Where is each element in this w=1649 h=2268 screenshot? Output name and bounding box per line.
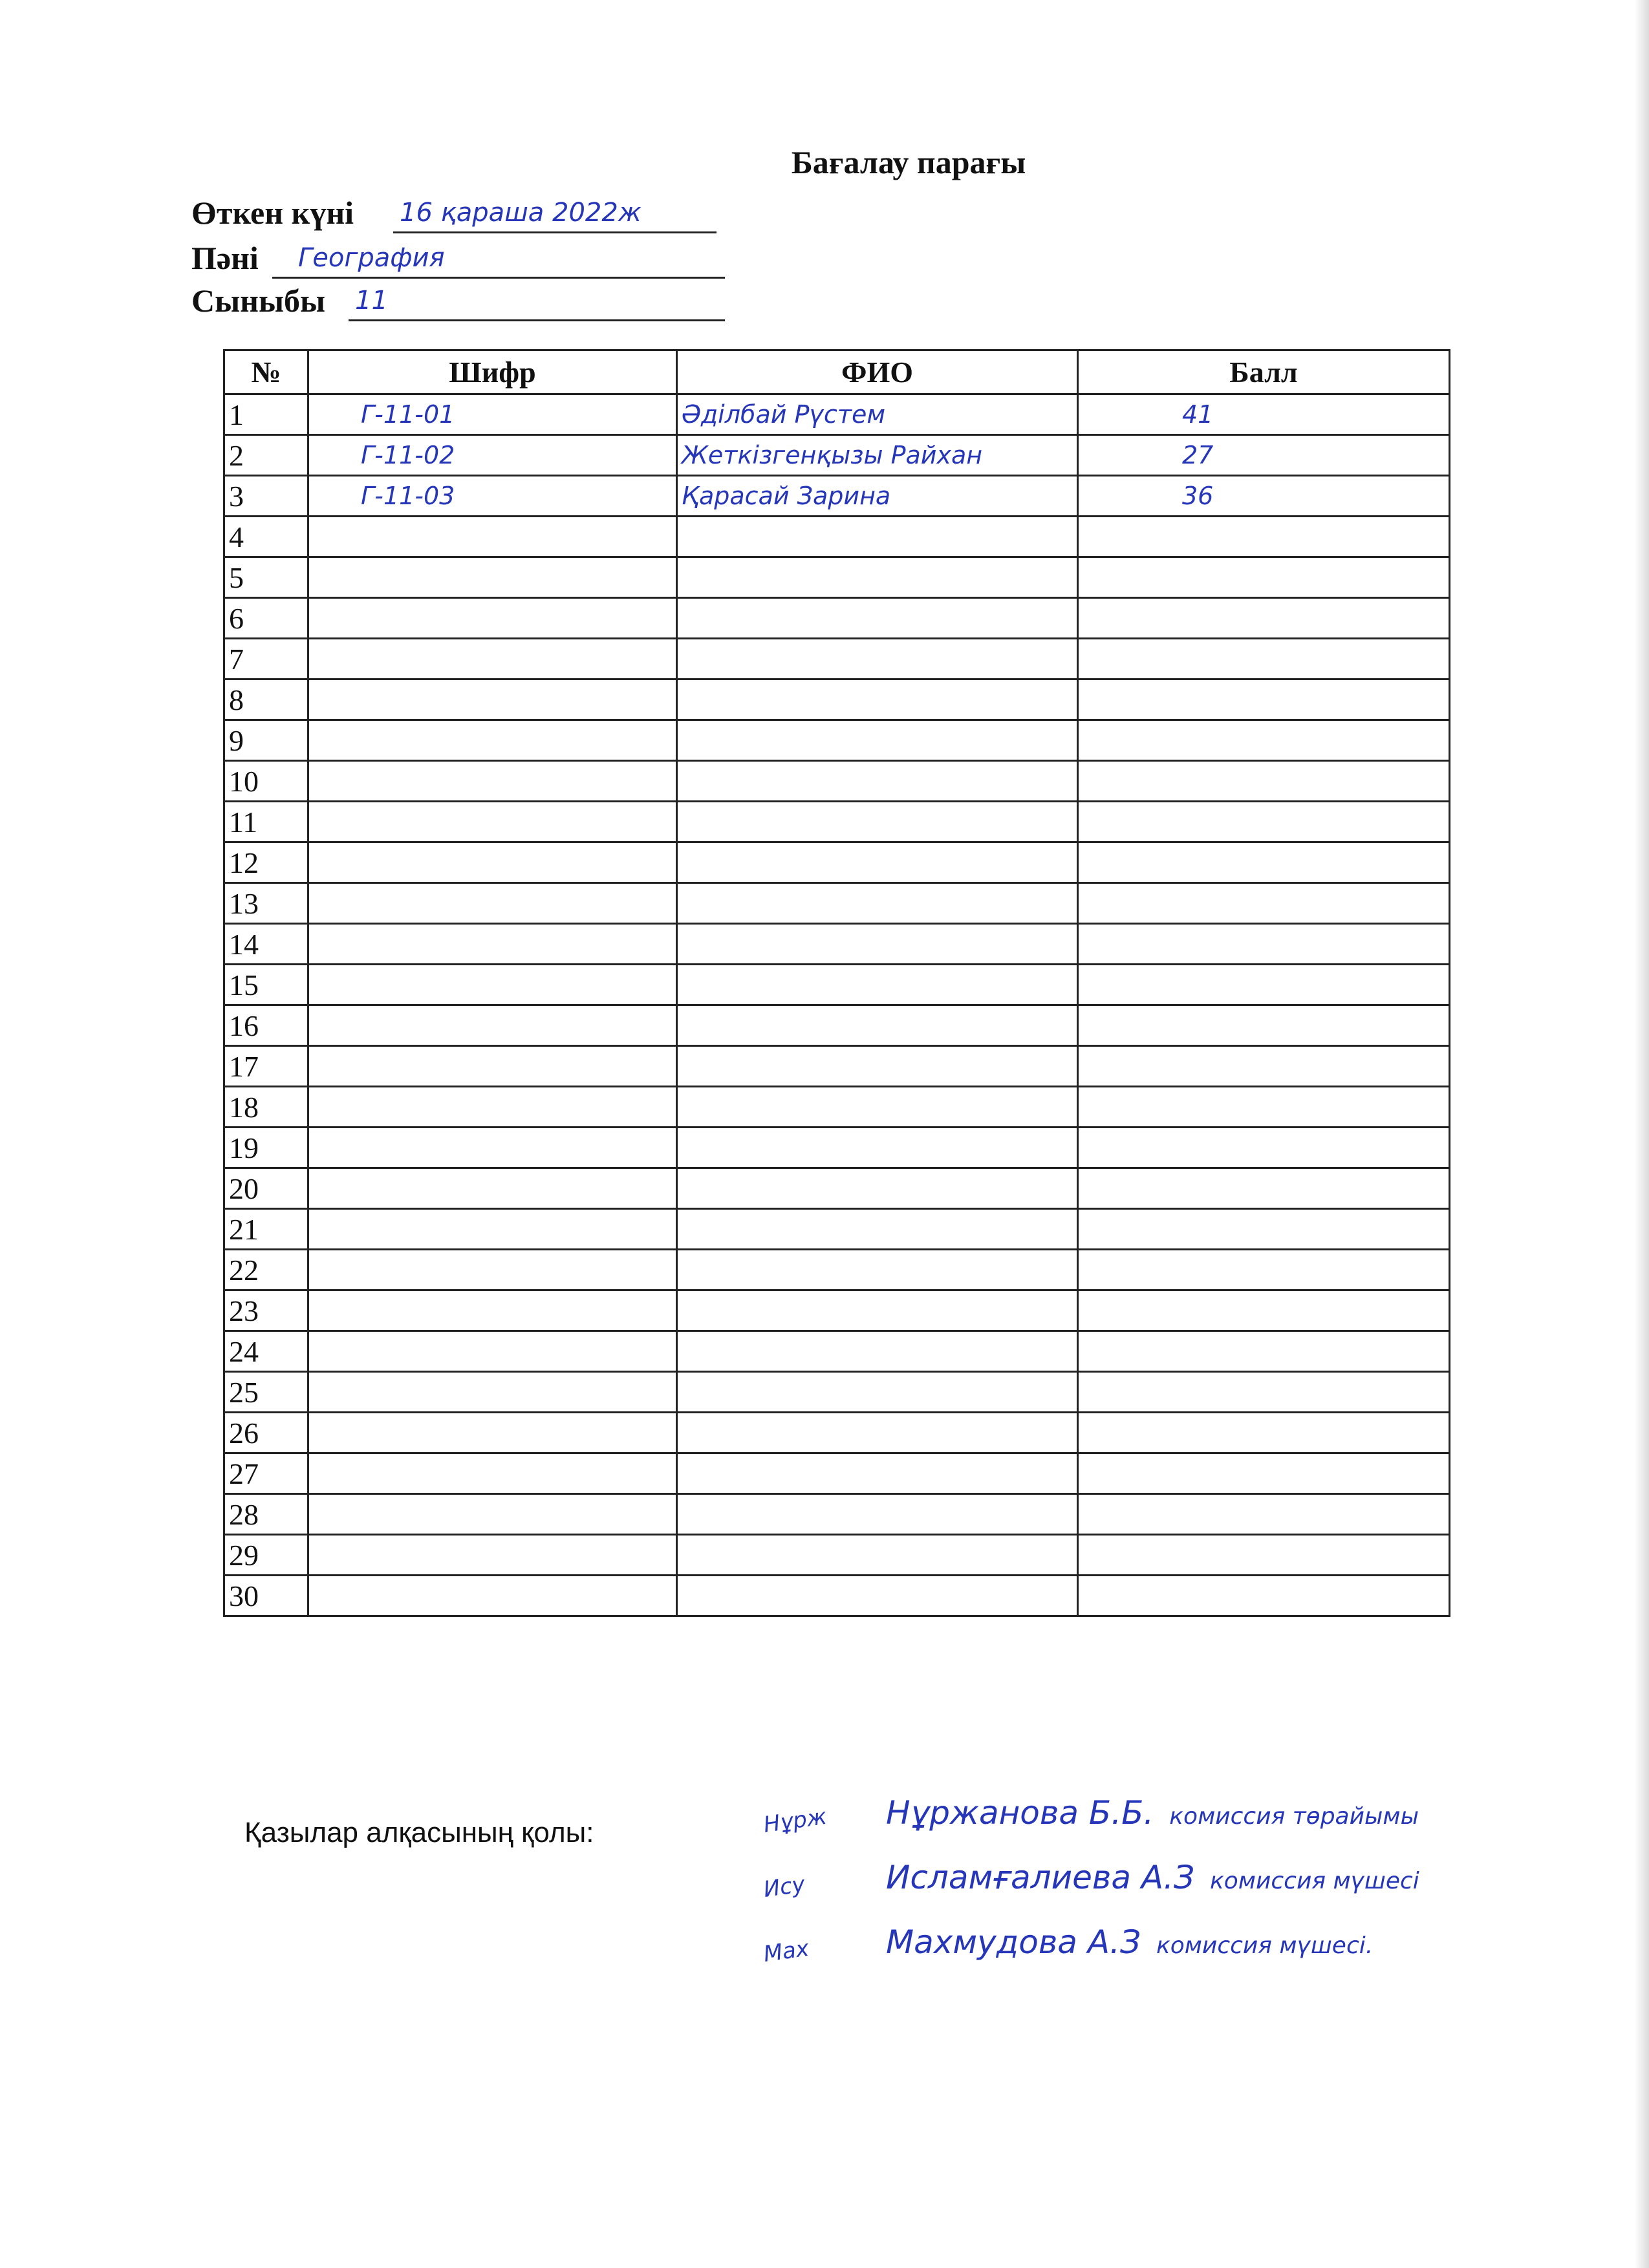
signature-name: Исламғалиева А.З xyxy=(886,1859,1195,1896)
row-cipher xyxy=(308,679,677,720)
table-row xyxy=(224,1576,1450,1616)
row-cipher xyxy=(308,761,677,802)
row-score xyxy=(1078,761,1450,802)
class-fill-line xyxy=(349,282,725,321)
row-cipher xyxy=(308,598,677,639)
row-score xyxy=(1078,883,1450,924)
row-score xyxy=(1078,1576,1450,1616)
row-score xyxy=(1078,1250,1450,1290)
table-row xyxy=(224,842,1450,883)
row-cipher xyxy=(308,924,677,965)
signature-line xyxy=(763,1794,1604,1859)
row-cipher xyxy=(308,1535,677,1576)
row-full-name xyxy=(677,924,1078,965)
table-header-row xyxy=(224,350,1450,394)
row-cipher xyxy=(308,965,677,1005)
row-score xyxy=(1078,720,1450,761)
row-number: 7 xyxy=(224,639,308,679)
row-full-name xyxy=(677,1005,1078,1046)
table-row xyxy=(224,1372,1450,1413)
subject-value: География xyxy=(298,243,445,273)
row-full-name xyxy=(677,1331,1078,1372)
subject-field xyxy=(191,239,445,277)
signature-scribble: Нұрж xyxy=(762,1803,828,1839)
row-score: 41 xyxy=(1078,394,1450,435)
row-full-name xyxy=(677,1494,1078,1535)
row-cipher xyxy=(308,1209,677,1250)
date-field xyxy=(191,194,641,231)
row-number: 30 xyxy=(224,1576,308,1616)
table-row xyxy=(224,1005,1450,1046)
row-number: 14 xyxy=(224,924,308,965)
table-row xyxy=(224,883,1450,924)
header-number: № xyxy=(224,350,308,394)
table-row xyxy=(224,476,1450,517)
row-score xyxy=(1078,1494,1450,1535)
table-row xyxy=(224,1494,1450,1535)
row-full-name xyxy=(677,720,1078,761)
table-row xyxy=(224,517,1450,557)
row-full-name xyxy=(677,1535,1078,1576)
row-cipher xyxy=(308,1413,677,1453)
table-row xyxy=(224,924,1450,965)
row-full-name xyxy=(677,761,1078,802)
row-full-name xyxy=(677,1250,1078,1290)
date-label: Өткен күні xyxy=(191,195,354,231)
row-number: 4 xyxy=(224,517,308,557)
page-title: Бағалау парағы xyxy=(791,144,1026,180)
table-row xyxy=(224,761,1450,802)
row-number: 2 xyxy=(224,435,308,476)
row-number: 25 xyxy=(224,1372,308,1413)
row-score xyxy=(1078,1453,1450,1494)
row-number: 5 xyxy=(224,557,308,598)
row-cipher xyxy=(308,802,677,842)
table-row xyxy=(224,1331,1450,1372)
table-row xyxy=(224,1290,1450,1331)
table-row xyxy=(224,1087,1450,1128)
row-cipher xyxy=(308,842,677,883)
table-body xyxy=(224,394,1450,1616)
row-score xyxy=(1078,1087,1450,1128)
row-number: 24 xyxy=(224,1331,308,1372)
header-cipher: Шифр xyxy=(308,350,677,394)
row-number: 22 xyxy=(224,1250,308,1290)
row-score xyxy=(1078,1290,1450,1331)
row-cipher xyxy=(308,1453,677,1494)
table-row xyxy=(224,1535,1450,1576)
page-edge-shadow xyxy=(1635,0,1649,2268)
table-row xyxy=(224,435,1450,476)
row-number: 15 xyxy=(224,965,308,1005)
row-cipher xyxy=(308,720,677,761)
table-row xyxy=(224,1453,1450,1494)
row-score xyxy=(1078,1168,1450,1209)
row-score: 27 xyxy=(1078,435,1450,476)
signature-role: комиссия төрайымы xyxy=(1169,1803,1419,1830)
row-cipher xyxy=(308,1128,677,1168)
row-cipher xyxy=(308,1331,677,1372)
header-full-name: ФИО xyxy=(677,350,1078,394)
row-score xyxy=(1078,598,1450,639)
signature-scribble: Ису xyxy=(762,1871,807,1903)
row-full-name: Жеткізгенқызы Райхан xyxy=(677,435,1078,476)
row-number: 13 xyxy=(224,883,308,924)
grading-table xyxy=(223,349,1450,1617)
row-score xyxy=(1078,679,1450,720)
row-number: 6 xyxy=(224,598,308,639)
row-cipher xyxy=(308,639,677,679)
row-number: 20 xyxy=(224,1168,308,1209)
row-cipher xyxy=(308,1372,677,1413)
row-score xyxy=(1078,802,1450,842)
row-full-name xyxy=(677,679,1078,720)
row-number: 12 xyxy=(224,842,308,883)
table-row xyxy=(224,965,1450,1005)
row-cipher xyxy=(308,1046,677,1087)
row-number: 23 xyxy=(224,1290,308,1331)
row-number: 26 xyxy=(224,1413,308,1453)
row-score xyxy=(1078,517,1450,557)
table-row xyxy=(224,1128,1450,1168)
row-number: 17 xyxy=(224,1046,308,1087)
row-full-name xyxy=(677,1046,1078,1087)
row-full-name xyxy=(677,1453,1078,1494)
signatures-label: Қазылар алқасының қолы: xyxy=(244,1817,594,1848)
row-full-name xyxy=(677,1128,1078,1168)
table-row xyxy=(224,802,1450,842)
row-score xyxy=(1078,1046,1450,1087)
row-number: 8 xyxy=(224,679,308,720)
row-cipher xyxy=(308,1087,677,1128)
signature-name: Махмудова А.З xyxy=(886,1923,1141,1961)
class-value: 11 xyxy=(355,286,388,316)
row-number: 21 xyxy=(224,1209,308,1250)
row-score xyxy=(1078,1372,1450,1413)
row-full-name xyxy=(677,598,1078,639)
table-row xyxy=(224,679,1450,720)
row-cipher xyxy=(308,1168,677,1209)
row-full-name xyxy=(677,517,1078,557)
row-cipher: Г-11-03 xyxy=(308,476,677,517)
table-row xyxy=(224,1209,1450,1250)
class-field xyxy=(191,282,388,319)
row-full-name: Әділбай Рүстем xyxy=(677,394,1078,435)
row-full-name xyxy=(677,1087,1078,1128)
row-number: 10 xyxy=(224,761,308,802)
signature-line xyxy=(763,1923,1604,1988)
row-number: 11 xyxy=(224,802,308,842)
row-cipher xyxy=(308,883,677,924)
table-row xyxy=(224,1413,1450,1453)
row-cipher xyxy=(308,557,677,598)
row-full-name xyxy=(677,1209,1078,1250)
row-number: 27 xyxy=(224,1453,308,1494)
signature-role: комиссия мүшесі xyxy=(1210,1868,1419,1894)
row-cipher xyxy=(308,1005,677,1046)
table-row xyxy=(224,557,1450,598)
row-score xyxy=(1078,1128,1450,1168)
signature-line xyxy=(763,1859,1604,1923)
row-full-name: Қарасай Зарина xyxy=(677,476,1078,517)
row-number: 9 xyxy=(224,720,308,761)
row-full-name xyxy=(677,1168,1078,1209)
row-full-name xyxy=(677,1372,1078,1413)
row-cipher xyxy=(308,1576,677,1616)
table-row xyxy=(224,639,1450,679)
signature-role: комиссия мүшесі. xyxy=(1156,1932,1374,1959)
header-score: Балл xyxy=(1078,350,1450,394)
row-cipher xyxy=(308,1250,677,1290)
row-score xyxy=(1078,639,1450,679)
signature-block xyxy=(763,1794,1604,1988)
row-number: 1 xyxy=(224,394,308,435)
date-fill-line xyxy=(393,194,717,233)
row-score xyxy=(1078,1413,1450,1453)
row-score xyxy=(1078,965,1450,1005)
subject-label: Пәні xyxy=(191,240,259,276)
row-score xyxy=(1078,1331,1450,1372)
row-number: 18 xyxy=(224,1087,308,1128)
table-row xyxy=(224,394,1450,435)
table-row xyxy=(224,1046,1450,1087)
row-full-name xyxy=(677,557,1078,598)
row-score xyxy=(1078,1005,1450,1046)
row-full-name xyxy=(677,1576,1078,1616)
row-cipher: Г-11-01 xyxy=(308,394,677,435)
row-score xyxy=(1078,842,1450,883)
row-score xyxy=(1078,557,1450,598)
table-row xyxy=(224,720,1450,761)
row-number: 19 xyxy=(224,1128,308,1168)
table-row xyxy=(224,598,1450,639)
row-cipher xyxy=(308,1290,677,1331)
row-full-name xyxy=(677,842,1078,883)
row-score xyxy=(1078,924,1450,965)
subject-fill-line xyxy=(272,239,725,279)
table-row xyxy=(224,1250,1450,1290)
date-value: 16 қараша 2022ж xyxy=(400,198,641,228)
row-full-name xyxy=(677,1290,1078,1331)
row-score: 36 xyxy=(1078,476,1450,517)
row-number: 28 xyxy=(224,1494,308,1535)
row-score xyxy=(1078,1535,1450,1576)
class-label: Сыныбы xyxy=(191,283,326,319)
row-full-name xyxy=(677,639,1078,679)
signature-name: Нұржанова Б.Б. xyxy=(886,1794,1154,1832)
row-full-name xyxy=(677,965,1078,1005)
signature-scribble: Мах xyxy=(762,1935,811,1968)
row-number: 29 xyxy=(224,1535,308,1576)
row-full-name xyxy=(677,802,1078,842)
row-number: 3 xyxy=(224,476,308,517)
row-full-name xyxy=(677,1413,1078,1453)
row-number: 16 xyxy=(224,1005,308,1046)
row-full-name xyxy=(677,883,1078,924)
row-cipher xyxy=(308,1494,677,1535)
row-score xyxy=(1078,1209,1450,1250)
row-cipher xyxy=(308,517,677,557)
row-cipher: Г-11-02 xyxy=(308,435,677,476)
table-row xyxy=(224,1168,1450,1209)
